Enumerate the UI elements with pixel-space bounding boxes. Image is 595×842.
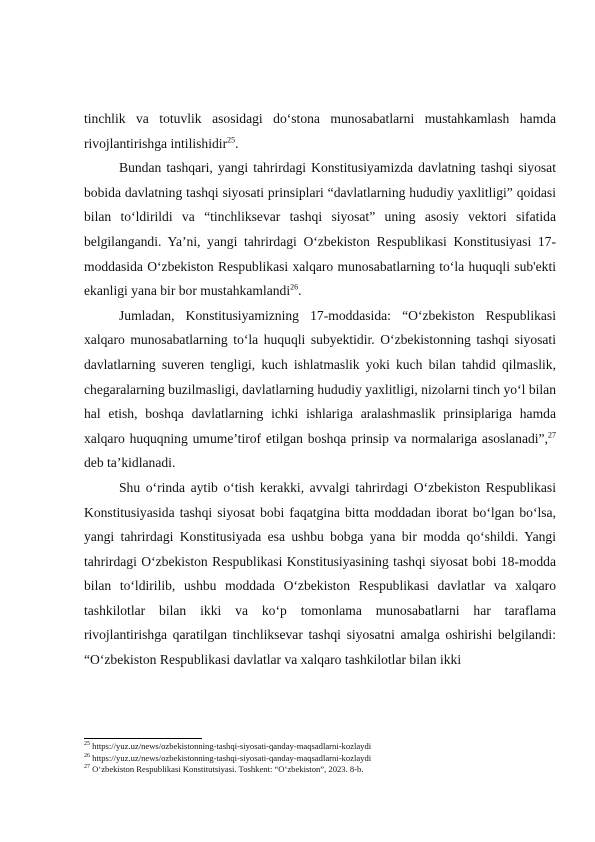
footnote-separator: [84, 738, 202, 739]
paragraph-3: [84, 304, 556, 476]
paragraph-3-tail: deb ta’kidlanadi.: [84, 455, 176, 471]
footnote-link[interactable]: https://yuz.uz/news/ozbekistonning-tashqi-siyosati-qanday-maqsadlarni-kozlaydi: [90, 741, 372, 751]
document-body: [84, 107, 556, 673]
paragraph-4-text: Shu o‘rinda aytib o‘tish kerakki, avvalgi tahrirdagi O‘zbekiston Respublikasi Konstitusiyasida tashqi siyosat bobi faqatgina bitta moddadan iborat bo‘lgan bo‘lsa, yangi tahrirdagi Konstitusiyada esa ushbu bobga yana bir modda qo‘shildi. Yangi tahrirdagi O‘zbekiston Respublikasi Konstitusiyasining tashqi siyosat bobi 18-modda bilan to‘ldirilib, ushbu moddada O‘zbekiston Respublikasi davlatlar va xalqaro tashkilotlar bilan ikki va ko‘p tomonlama munosabatlarni har taraflama rivojlantirishga qaratilgan tinchliksevar tashqi siyosatni amalga oshirishi belgilandi: “O‘zbekiston Respublikasi davlatlar va xalqaro tashkilotlar bilan ikki: [84, 479, 556, 668]
footnotes: [84, 741, 556, 776]
footnote-ref-27[interactable]: 27: [548, 430, 556, 440]
paragraph-1: [84, 107, 556, 156]
paragraph-3-text: Jumladan, Konstitusiyamizning 17-moddasida: “O‘zbekiston Respublikasi xalqaro munosabatlarning to‘la huquqli subyektidir. O‘zbekistonning tashqi siyosati davlatlarning suveren tengligi, kuch ishlatmaslik yoki kuch bilan tahdid qilmaslik, chegaralarning buzilmasligi, davlatlarning hududiy yaxlitligi, nizolarni tinch yo‘l bilan hal etish, boshqa davlatlarning ichki ishlariga aralashmaslik prinsiplariga hamda xalqaro huquqning umume’tirof etilgan boshqa prinsip va normalariga asoslanadi”,: [84, 307, 556, 446]
footnote-26: [84, 753, 556, 765]
footnote-25: [84, 741, 556, 753]
paragraph-1-text: tinchlik va totuvlik asosidagi do‘stona munosabatlarni mustahkamlash hamda rivojlantirishga intilishidir: [84, 111, 556, 151]
paragraph-2: [84, 156, 556, 304]
footnote-27: [84, 764, 556, 776]
footnote-number: 25: [84, 741, 90, 748]
paragraph-4: [84, 476, 556, 673]
footnote-ref-26[interactable]: 26: [290, 282, 299, 292]
footnote-number: 27: [84, 764, 90, 771]
footnote-text: O‘zbekiston Respublikasi Konstitutsiyasi. Toshkent: “O‘zbekiston”, 2023. 8-b.: [90, 764, 364, 775]
footnote-link[interactable]: https://yuz.uz/news/ozbekistonning-tashqi-siyosati-qanday-maqsadlarni-kozlaydi: [90, 752, 372, 763]
footnote-ref-25[interactable]: 25: [227, 135, 236, 145]
paragraph-2-tail: .: [298, 283, 302, 299]
footnote-number: 26: [84, 752, 90, 759]
paragraph-1-tail: .: [235, 135, 239, 151]
paragraph-2-text: Bundan tashqari, yangi tahrirdagi Konstitusiyamizda davlatning tashqi siyosat bobida davlatning tashqi siyosati prinsiplari “davlatlarning hududiy yaxlitligi” qoidasi bilan to‘ldirildi va “tinchliksevar tashqi siyosat” uning asosiy vektori sifatida belgilangandi. Ya’ni, yangi tahrirdagi O‘zbekiston Respublikasi Konstitusiyasi 17-moddasida O‘zbekiston Respublikasi xalqaro munosabatlarning to‘la huquqli sub'ekti ekanligi yana bir bor mustahkamlandi: [84, 160, 556, 299]
